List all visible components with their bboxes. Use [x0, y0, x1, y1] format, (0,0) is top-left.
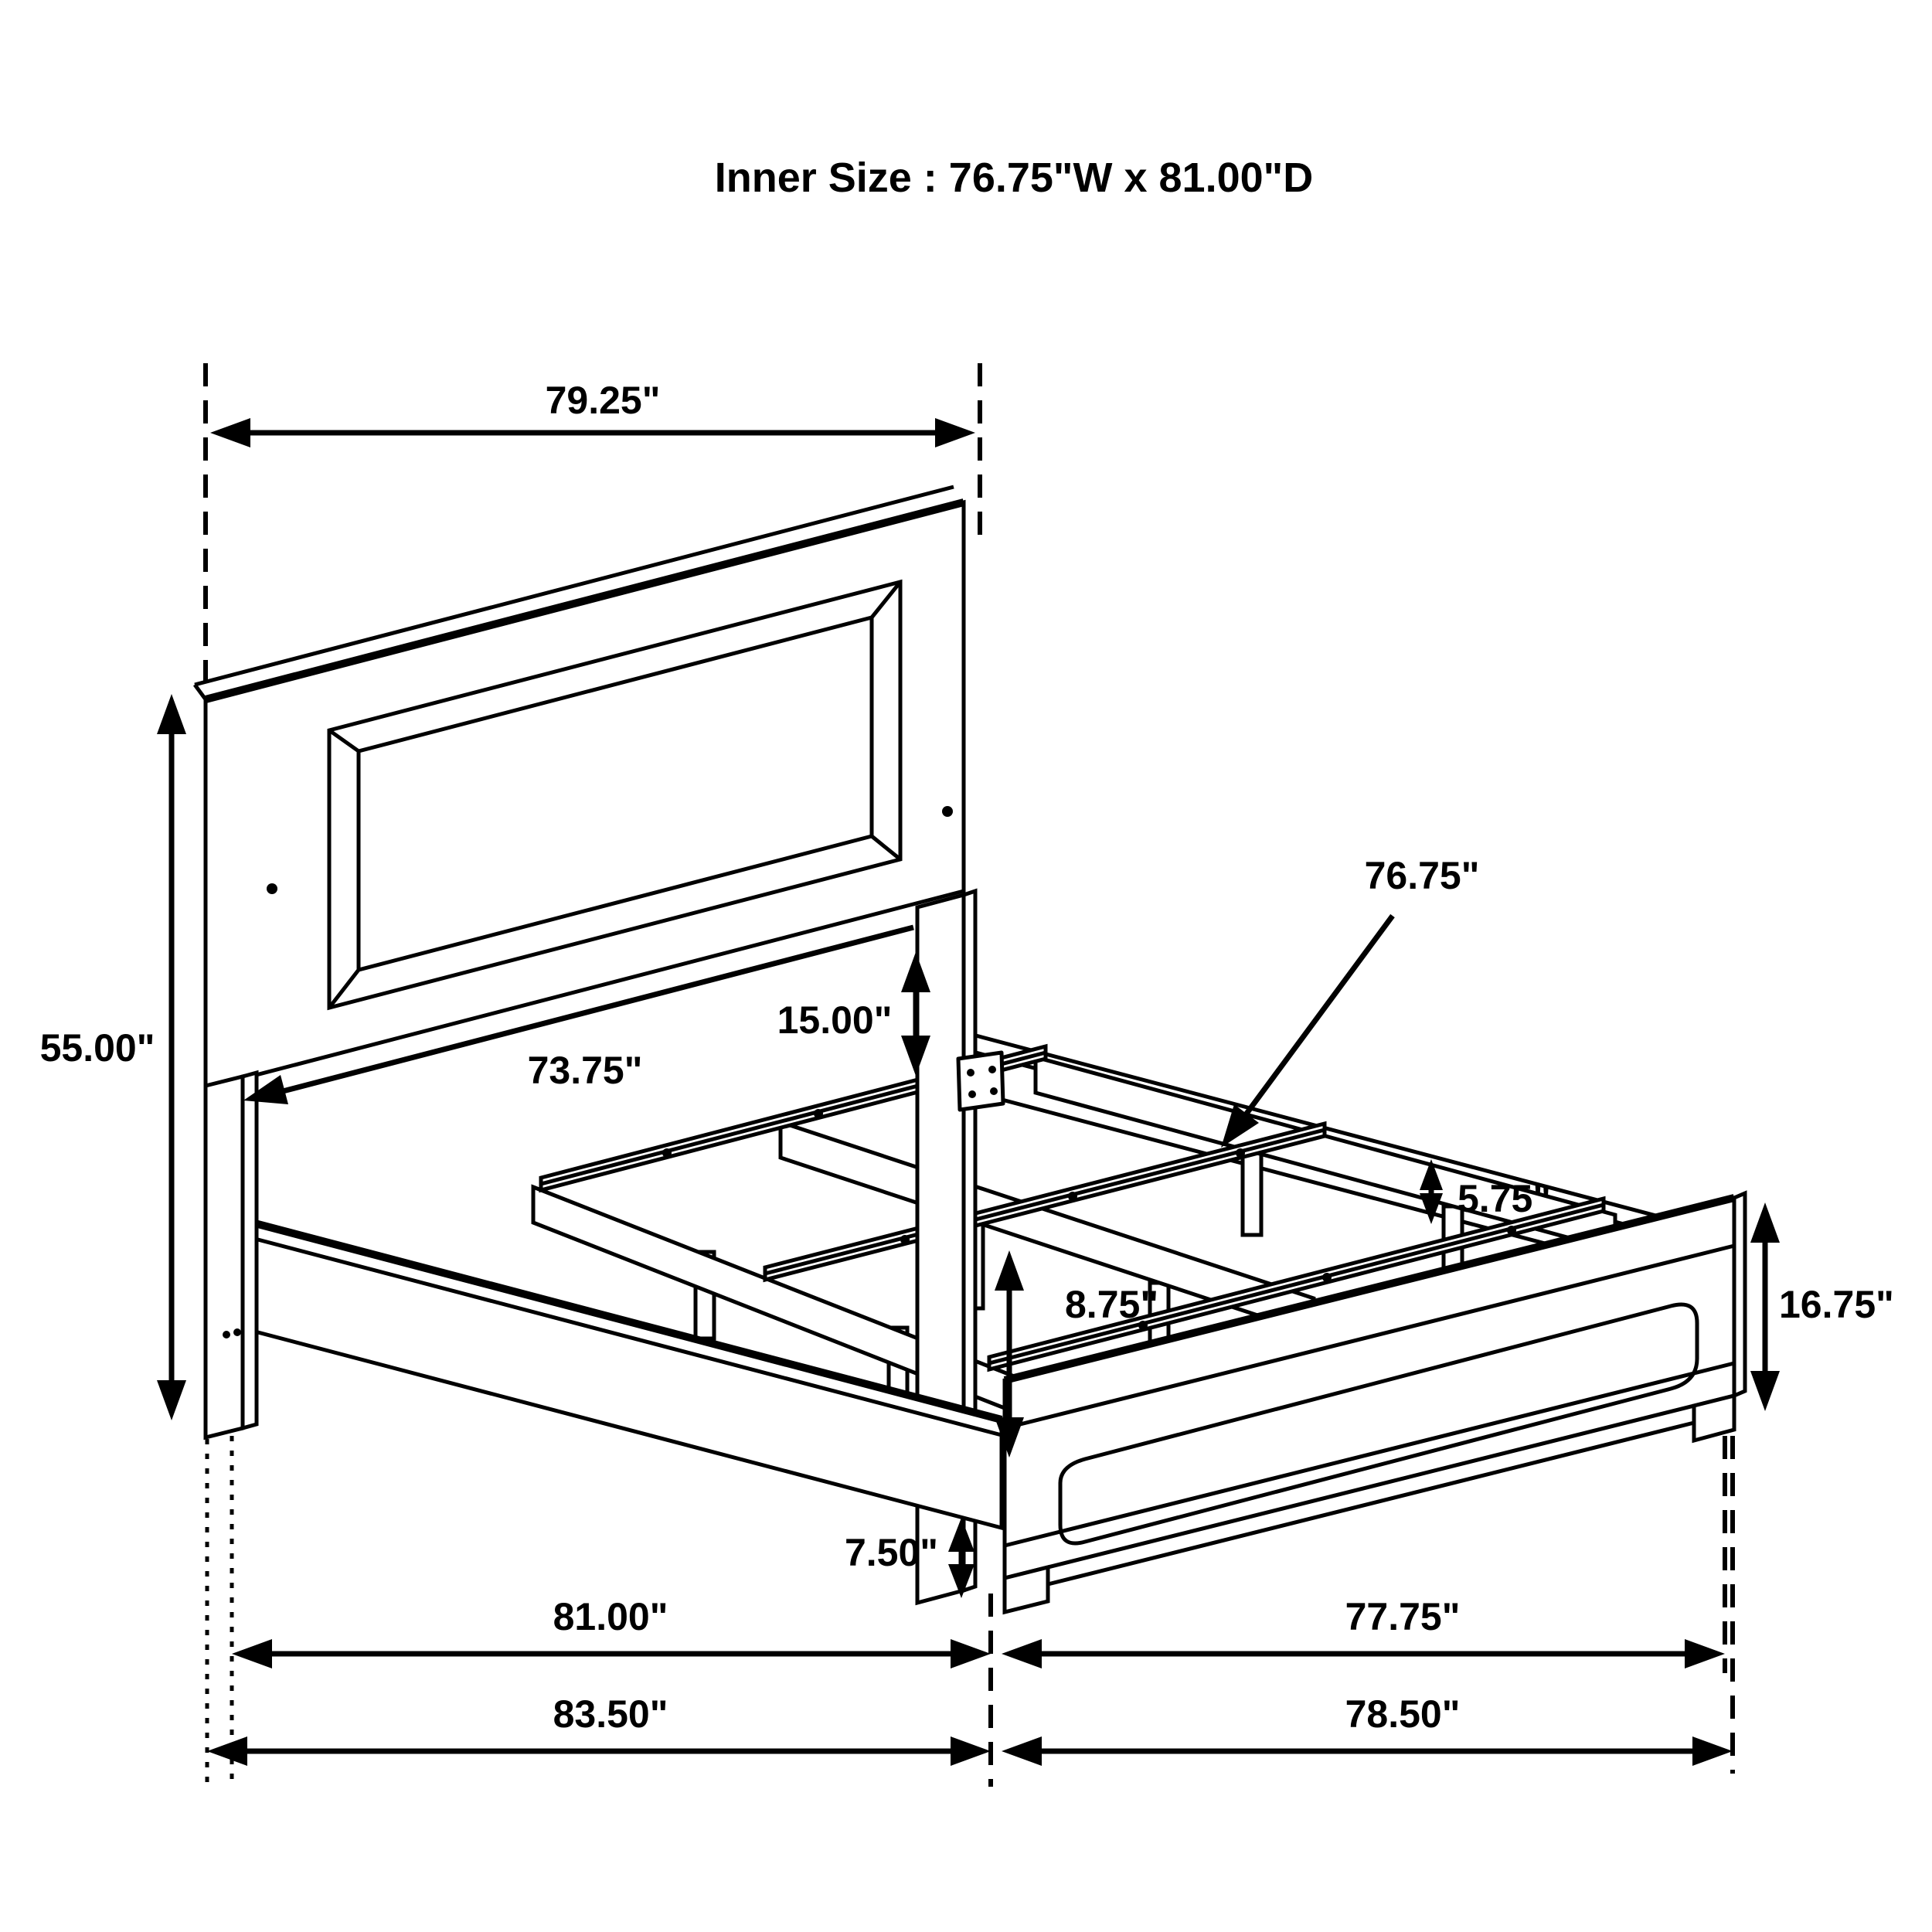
dim-label-headboard-height: 55.00": [39, 1026, 155, 1070]
screw-hole: [1507, 1226, 1516, 1235]
dim-label-footboard-height: 16.75": [1779, 1283, 1894, 1326]
dim-label-rail-floor-clearance: 7.50": [844, 1531, 938, 1574]
headboard-screw-left: [267, 883, 277, 894]
arrowhead-left: [207, 1736, 247, 1766]
bracket-bolt: [967, 1069, 975, 1077]
headboard-screw-right: [942, 806, 953, 817]
bracket-bolt: [968, 1090, 976, 1098]
footboard-side-face: [1734, 1193, 1745, 1396]
arrowhead-up: [157, 694, 186, 734]
arrowhead-down: [157, 1380, 186, 1420]
headboard-left-leg-side: [243, 1073, 257, 1428]
arrowhead-left: [1002, 1639, 1042, 1668]
mounting-bracket: [958, 1053, 1003, 1110]
dim-label-panel-width: 73.75": [527, 1049, 643, 1092]
dimension-headboard-height: [40, 694, 186, 1420]
arrowhead-right: [1685, 1639, 1725, 1668]
headboard-back-corner: [195, 685, 206, 699]
arrowhead-up: [1750, 1202, 1780, 1243]
arrowhead-right: [951, 1639, 991, 1668]
diagram-title: Inner Size : 76.75"W x 81.00"D: [714, 155, 1314, 201]
arrowhead-down: [1750, 1371, 1780, 1411]
dimension-slat-inner-width: [1221, 854, 1479, 1148]
bracket-bolt: [988, 1066, 996, 1073]
leg-screw: [233, 1328, 241, 1336]
screw-hole: [1236, 1148, 1245, 1158]
dim-label-footboard-outer-width: 78.50": [1345, 1692, 1461, 1736]
dim-label-rail-above-slat: 5.75": [1458, 1177, 1552, 1220]
dimension-footboard-panel-width: [1002, 1595, 1725, 1668]
arrowhead-left: [232, 1639, 272, 1668]
leg-screw: [223, 1331, 230, 1338]
dim-label-slat-floor-height: 8.75": [1065, 1283, 1159, 1326]
dimension-headboard-width: [210, 379, 975, 447]
dim-label-outer-depth: 83.50": [553, 1692, 668, 1736]
screw-hole: [814, 1109, 823, 1118]
arrowhead-up: [995, 1250, 1024, 1291]
arrowhead-right: [951, 1736, 991, 1766]
dimension-headboard-to-slat: [777, 952, 930, 1076]
dimension-footboard-height: [1750, 1202, 1894, 1411]
arrowhead-left: [1002, 1736, 1042, 1766]
leader-line: [1247, 916, 1393, 1114]
dim-label-footboard-panel-width: 77.75": [1345, 1595, 1461, 1638]
screw-hole: [1322, 1273, 1332, 1282]
dimension-inner-depth: [232, 1595, 991, 1668]
arrowhead-right: [935, 418, 975, 447]
dim-label-inner-depth: 81.00": [553, 1595, 668, 1638]
arrowhead-right: [1692, 1736, 1733, 1766]
side-rail-near: [223, 1215, 1002, 1528]
screw-hole: [900, 1235, 910, 1244]
screw-hole: [1068, 1192, 1077, 1201]
headboard-left-leg: [206, 1077, 243, 1437]
screw-hole: [662, 1148, 672, 1158]
dim-label-headboard-to-slat: 15.00": [777, 998, 893, 1042]
dim-label-headboard-width: 79.25": [545, 379, 661, 422]
arrowhead-left: [210, 418, 250, 447]
dimension-outer-depth: [207, 1692, 991, 1766]
stringer-leg: [1243, 1151, 1261, 1235]
bracket-bolt: [990, 1087, 998, 1095]
dimension-footboard-outer-width: [1002, 1692, 1733, 1766]
dim-label-slat-inner-width: 76.75": [1364, 854, 1480, 897]
footboard-right-leg: [1694, 1396, 1734, 1440]
